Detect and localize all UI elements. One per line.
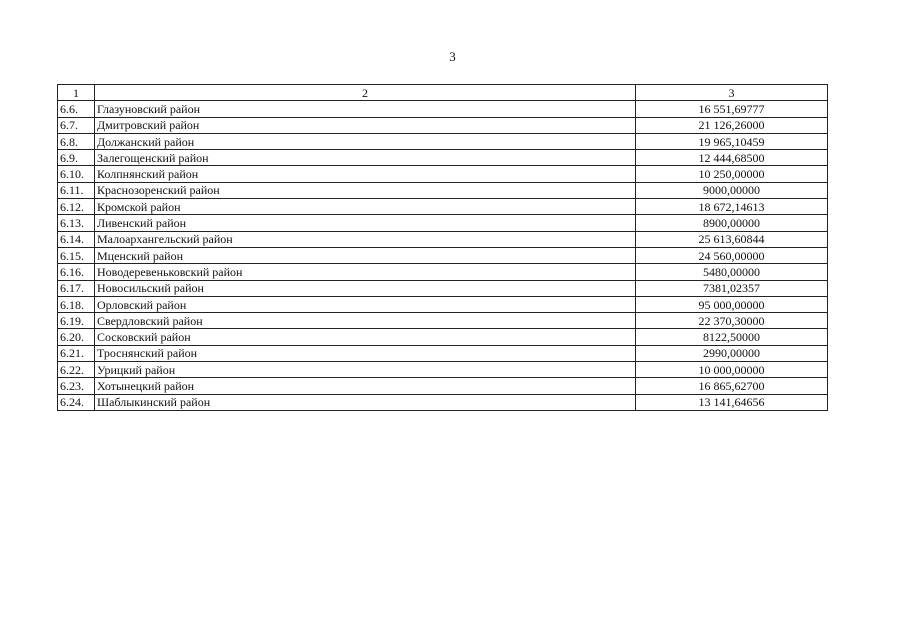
amount-cell: 21 126,26000 bbox=[636, 117, 828, 133]
table-row bbox=[58, 362, 828, 378]
allocation-table bbox=[57, 84, 828, 411]
table-row bbox=[58, 378, 828, 394]
row-number-cell: 6.19. bbox=[58, 313, 95, 329]
district-name-cell: Новосильский район bbox=[95, 280, 636, 296]
district-name-cell: Орловский район bbox=[95, 296, 636, 312]
district-name-cell: Шаблыкинский район bbox=[95, 394, 636, 410]
amount-cell: 24 560,00000 bbox=[636, 247, 828, 263]
row-number-cell: 6.15. bbox=[58, 247, 95, 263]
amount-cell: 8900,00000 bbox=[636, 215, 828, 231]
header-cell-2: 2 bbox=[95, 85, 636, 101]
table-row bbox=[58, 133, 828, 149]
amount-cell: 18 672,14613 bbox=[636, 199, 828, 215]
amount-cell: 7381,02357 bbox=[636, 280, 828, 296]
table-header-row bbox=[58, 85, 828, 101]
amount-cell: 13 141,64656 bbox=[636, 394, 828, 410]
header-cell-1: 1 bbox=[58, 85, 95, 101]
page-number: 3 bbox=[449, 49, 456, 64]
district-name-cell: Троснянский район bbox=[95, 345, 636, 361]
district-name-cell: Глазуновский район bbox=[95, 101, 636, 117]
row-number-cell: 6.12. bbox=[58, 199, 95, 215]
district-name-cell: Краснозоренский район bbox=[95, 182, 636, 198]
row-number-cell: 6.24. bbox=[58, 394, 95, 410]
district-name-cell: Кромской район bbox=[95, 199, 636, 215]
table-row bbox=[58, 199, 828, 215]
table-row bbox=[58, 296, 828, 312]
header-cell-3: 3 bbox=[636, 85, 828, 101]
district-name-cell: Ливенский район bbox=[95, 215, 636, 231]
row-number-cell: 6.21. bbox=[58, 345, 95, 361]
amount-cell: 10 000,00000 bbox=[636, 362, 828, 378]
row-number-cell: 6.6. bbox=[58, 101, 95, 117]
district-name-cell: Дмитровский район bbox=[95, 117, 636, 133]
district-name-cell: Колпнянский район bbox=[95, 166, 636, 182]
amount-cell: 2990,00000 bbox=[636, 345, 828, 361]
row-number-cell: 6.17. bbox=[58, 280, 95, 296]
district-name-cell: Сосковский район bbox=[95, 329, 636, 345]
amount-cell: 19 965,10459 bbox=[636, 133, 828, 149]
table-row bbox=[58, 345, 828, 361]
amount-cell: 9000,00000 bbox=[636, 182, 828, 198]
district-name-cell: Урицкий район bbox=[95, 362, 636, 378]
table-row bbox=[58, 329, 828, 345]
district-name-cell: Должанский район bbox=[95, 133, 636, 149]
amount-cell: 22 370,30000 bbox=[636, 313, 828, 329]
table-row bbox=[58, 264, 828, 280]
row-number-cell: 6.14. bbox=[58, 231, 95, 247]
row-number-cell: 6.23. bbox=[58, 378, 95, 394]
table-body bbox=[58, 85, 828, 411]
row-number-cell: 6.9. bbox=[58, 150, 95, 166]
row-number-cell: 6.8. bbox=[58, 133, 95, 149]
table-row bbox=[58, 182, 828, 198]
row-number-cell: 6.16. bbox=[58, 264, 95, 280]
table-row bbox=[58, 215, 828, 231]
row-number-cell: 6.11. bbox=[58, 182, 95, 198]
table-row bbox=[58, 313, 828, 329]
district-name-cell: Малоархангельский район bbox=[95, 231, 636, 247]
table-row bbox=[58, 166, 828, 182]
amount-cell: 25 613,60844 bbox=[636, 231, 828, 247]
amount-cell: 95 000,00000 bbox=[636, 296, 828, 312]
table-row bbox=[58, 247, 828, 263]
district-name-cell: Хотынецкий район bbox=[95, 378, 636, 394]
district-name-cell: Мценский район bbox=[95, 247, 636, 263]
amount-cell: 10 250,00000 bbox=[636, 166, 828, 182]
table-row bbox=[58, 101, 828, 117]
row-number-cell: 6.22. bbox=[58, 362, 95, 378]
amount-cell: 16 551,69777 bbox=[636, 101, 828, 117]
row-number-cell: 6.20. bbox=[58, 329, 95, 345]
table-row bbox=[58, 150, 828, 166]
amount-cell: 16 865,62700 bbox=[636, 378, 828, 394]
district-name-cell: Новодеревеньковский район bbox=[95, 264, 636, 280]
amount-cell: 5480,00000 bbox=[636, 264, 828, 280]
table-row bbox=[58, 117, 828, 133]
table-row bbox=[58, 280, 828, 296]
amount-cell: 8122,50000 bbox=[636, 329, 828, 345]
row-number-cell: 6.7. bbox=[58, 117, 95, 133]
table-row bbox=[58, 394, 828, 410]
district-name-cell: Свердловский район bbox=[95, 313, 636, 329]
district-name-cell: Залегощенский район bbox=[95, 150, 636, 166]
table-row bbox=[58, 231, 828, 247]
amount-cell: 12 444,68500 bbox=[636, 150, 828, 166]
row-number-cell: 6.13. bbox=[58, 215, 95, 231]
row-number-cell: 6.18. bbox=[58, 296, 95, 312]
row-number-cell: 6.10. bbox=[58, 166, 95, 182]
